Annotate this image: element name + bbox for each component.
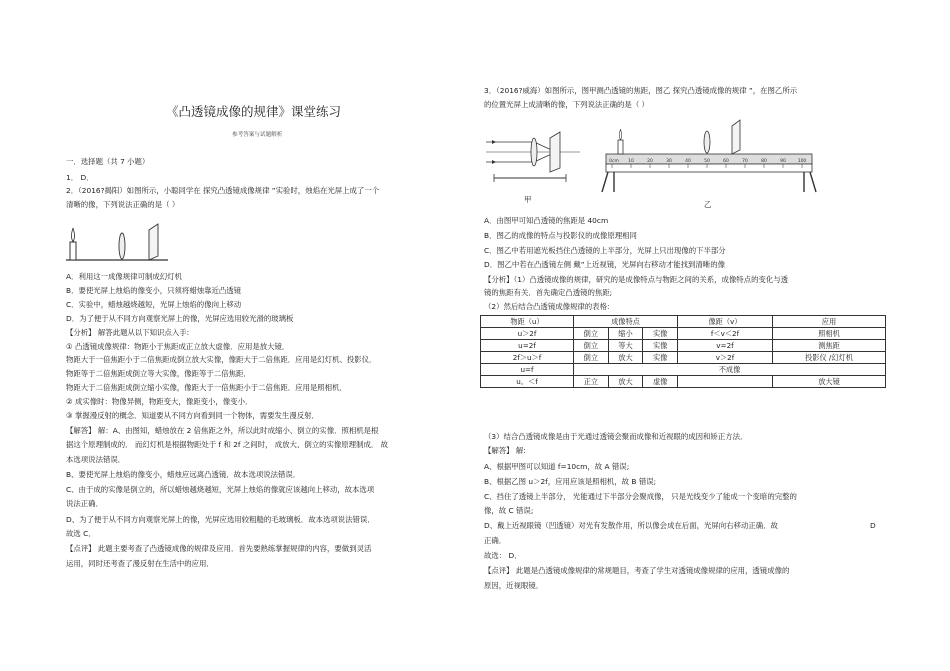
table-cell: 放大镜 <box>773 376 886 388</box>
scale-label: 0cm <box>609 159 619 164</box>
solution-line: C、由于成的实像是倒立的，所以蜡烛越烧越短，光屏上烛焰的像就应该越向上移动，故本选项 <box>66 485 375 494</box>
figure-jia-label: 甲 <box>524 195 532 204</box>
analysis-line: 【分析】（1）凸透镜成像的规律，研究的是成像特点与物距之间的关系，成像特点的变化与透 <box>484 275 789 284</box>
analysis-line: 物距大于一倍焦距小于二倍焦距成倒立放大实像，像距大于二倍焦距．应用是幻灯机、投影仪． <box>66 355 377 364</box>
table-cell: 实像 <box>643 352 678 364</box>
table-cell: 等大 <box>608 340 643 352</box>
table-row <box>481 364 886 376</box>
question-2-line1: 2．（2016?揭阳）如图所示，小聪同学在 探究凸透镜成像规律 ”实验时，烛焰在光屏上成了一个 <box>66 186 380 195</box>
table-cell: 缩小 <box>608 328 643 340</box>
table-cell: 正立 <box>574 376 609 388</box>
question-3-line1: 3．（2016?威海）如图所示，图甲测凸透镜的焦距，图乙 探究凸透镜成像的规律 ”，在图乙所示 <box>484 86 798 95</box>
q2-option-b: B．要使光屏上烛焰的像变小，只须将蜡烛靠近凸透镜 <box>66 286 242 295</box>
solution-answer: 故选 C． <box>66 529 96 538</box>
table-row <box>481 328 886 340</box>
figure-yi <box>598 112 828 196</box>
figure-jia <box>484 118 584 188</box>
solution-line: A、根据甲图可以知道 f=10cm，故 A 错误; <box>484 462 630 471</box>
figure-yi-label: 乙 <box>704 200 712 209</box>
scale-label: 100 <box>797 159 807 164</box>
table-cell: u＞2f <box>481 328 574 340</box>
page-subtitle: 参考答案与试题解析 <box>232 132 283 138</box>
table-cell <box>678 376 773 388</box>
solution-line: 说法正确． <box>66 499 103 508</box>
table-cell: v＞2f <box>678 352 773 364</box>
q2-option-d: D．为了便于从不同方向观察光屏上的像，光屏应选用较光滑的玻璃板 <box>66 314 294 323</box>
table-header: 物距（u） <box>481 316 574 328</box>
table-cell: f＜v＜2f <box>678 328 773 340</box>
solution-line: 正确． <box>484 536 507 545</box>
table-cell: u=2f <box>481 340 574 352</box>
table-cell: 实像 <box>643 328 678 340</box>
table-cell: 2f＞u＞f <box>481 352 574 364</box>
review-line: 运用，同时还考查了漫反射在生活中的应用． <box>66 559 214 568</box>
review-line: 【点评】 此题是凸透镜成像规律的常规题目，考查了学生对透镜成像规律的应用，透镜成像的 <box>484 566 790 575</box>
q3-option-b: B．图乙的成像的特点与投影仪的成像原理相同 <box>484 231 637 240</box>
page-title: 《凸透镜成像的规律》课堂练习 <box>166 104 342 119</box>
solution-line: B、根据乙图 u＞2f，应用应该是照相机，故 B 错误; <box>484 477 657 486</box>
solution-answer: 故选： D． <box>484 551 522 560</box>
table-header: 应用 <box>773 316 886 328</box>
solution-line: C、挡住了透镜上半部分， 光能通过下半部分会聚成像， 只是光线变少了能成一个变暗的完整的 <box>484 492 797 501</box>
analysis-line: 镜的焦距有关．首先确定凸透镜的焦距; <box>484 288 613 297</box>
table-header: 像距（v） <box>678 316 773 328</box>
section-heading: 一．选择题（共 7 小题） <box>66 157 150 166</box>
table-cell: u。＜f <box>481 376 574 388</box>
analysis-line: ③ 掌握漫反射的概念．知道要从不同方向看到同一个物体，需要发生漫反射． <box>66 411 319 420</box>
table-cell: 放大 <box>608 376 643 388</box>
analysis-line: 物距等于二倍焦距成倒立等大实像，像距等于二倍焦距． <box>66 369 251 378</box>
q3-option-d: D．图乙中若在凸透镜左侧 戴”上近视镜，光屏向右移动才能找到清晰的像 <box>484 260 725 269</box>
solution-line: 【解答】 解：A、由图知，蜡烛放在 2 倍焦距之外，所以此时成缩小、倒立的实像．照相机是根 <box>66 426 379 435</box>
table-cell: 投影仪 /幻灯机 <box>773 352 886 364</box>
table-cell: 放大 <box>608 352 643 364</box>
q3-option-a: A．由图甲可知凸透镜的焦距是 40cm <box>484 216 609 225</box>
table-cell: v=2f <box>678 340 773 352</box>
table-row <box>481 376 886 388</box>
table-cell: 倒立 <box>574 352 609 364</box>
analysis-line: 物距大于二倍焦距成倒立缩小实像，像距大于一倍焦距小于二倍焦距．应用是照相机． <box>66 383 347 392</box>
solution-label: 【解答】 解: <box>484 446 526 455</box>
solution-line: D、为了便于从不同方向观察光屏上的像，光屏应选用较粗糙的毛玻璃板．故本选项说法错误． <box>66 515 375 524</box>
table-cell: 实像 <box>643 340 678 352</box>
table-cell: u=f <box>481 364 574 376</box>
table-header-row <box>481 316 886 328</box>
scale-label: 10 <box>628 159 634 164</box>
scale-label: 80 <box>761 159 767 164</box>
question-2-figure <box>62 218 172 268</box>
review-line: 原因，近视眼镜． <box>484 581 544 590</box>
solution-line: 本选项说法错误． <box>66 455 126 464</box>
table-row <box>481 352 886 364</box>
table-cell: 虚像 <box>643 376 678 388</box>
solution-line: D、戴上近视眼镜（凹透镜）对光有发散作用，所以像会成在后面，光屏向右移动正确．故 <box>484 521 778 530</box>
analysis-line: （2）然后结合凸透镜成像规律的表格: <box>484 302 610 311</box>
scale-label: 20 <box>647 159 653 164</box>
table-cell: 倒立 <box>574 340 609 352</box>
q2-option-a: A．利用这一成像规律可制成幻灯机 <box>66 272 182 281</box>
solution-line: 像，故 C 错误; <box>484 506 534 515</box>
review-line: 【点评】 此题主要考查了凸透镜成像的规律及应用．首先要熟练掌握规律的内容，要做到灵活 <box>66 544 372 553</box>
table-row <box>481 340 886 352</box>
solution-line: 据这个原理制成的． 而幻灯机是根据物距处于 f 和 2f 之间时， 成放大、倒立的实像原理制成． 故 <box>66 440 388 449</box>
analysis-label: 【分析】 解答此题从以下知识点入手: <box>66 328 190 337</box>
analysis-line: （3）结合凸透镜成像是由于光通过透镜会聚而成像和近视眼的成因和矫正方法． <box>484 432 748 441</box>
solution-line-end: D <box>870 521 876 530</box>
answer-1: 1． D． <box>66 173 94 182</box>
table-header: 成像特点 <box>574 316 678 328</box>
scale-label: 60 <box>723 159 729 164</box>
q3-option-c: C．图乙中若用遮光板挡住凸透镜的上半部分，光屏上只出现像的下半部分 <box>484 246 726 255</box>
table-cell: 不成像 <box>574 364 886 376</box>
scale-label: 40 <box>685 159 691 164</box>
analysis-line: ① 凸透镜成像规律：物距小于焦距成正立放大虚像．应用是放大镜． <box>66 342 290 351</box>
analysis-line: ② 成实像时：物像异侧，物距变大，像距变小，像变小． <box>66 397 253 406</box>
q2-option-c: C．实验中，蜡烛越烧越短，光屏上烛焰的像向上移动 <box>66 300 242 309</box>
table-cell: 测焦距 <box>773 340 886 352</box>
scale-label: 30 <box>666 159 672 164</box>
scale-label: 70 <box>742 159 748 164</box>
scale-label: 90 <box>780 159 786 164</box>
imaging-rules-table <box>480 315 886 388</box>
question-2-line2: 清晰的像，下列说法正确的是（ ） <box>66 200 180 209</box>
solution-line: B、要使光屏上烛焰的像变小，蜡烛应远离凸透镜．故本选项说法错误． <box>66 470 301 479</box>
scale-label: 50 <box>704 159 710 164</box>
question-3-line2: 的位置光屏上成清晰的像，下列说法正确的是（ ） <box>484 100 649 109</box>
table-cell: 照相机 <box>773 328 886 340</box>
table-cell: 倒立 <box>574 328 609 340</box>
